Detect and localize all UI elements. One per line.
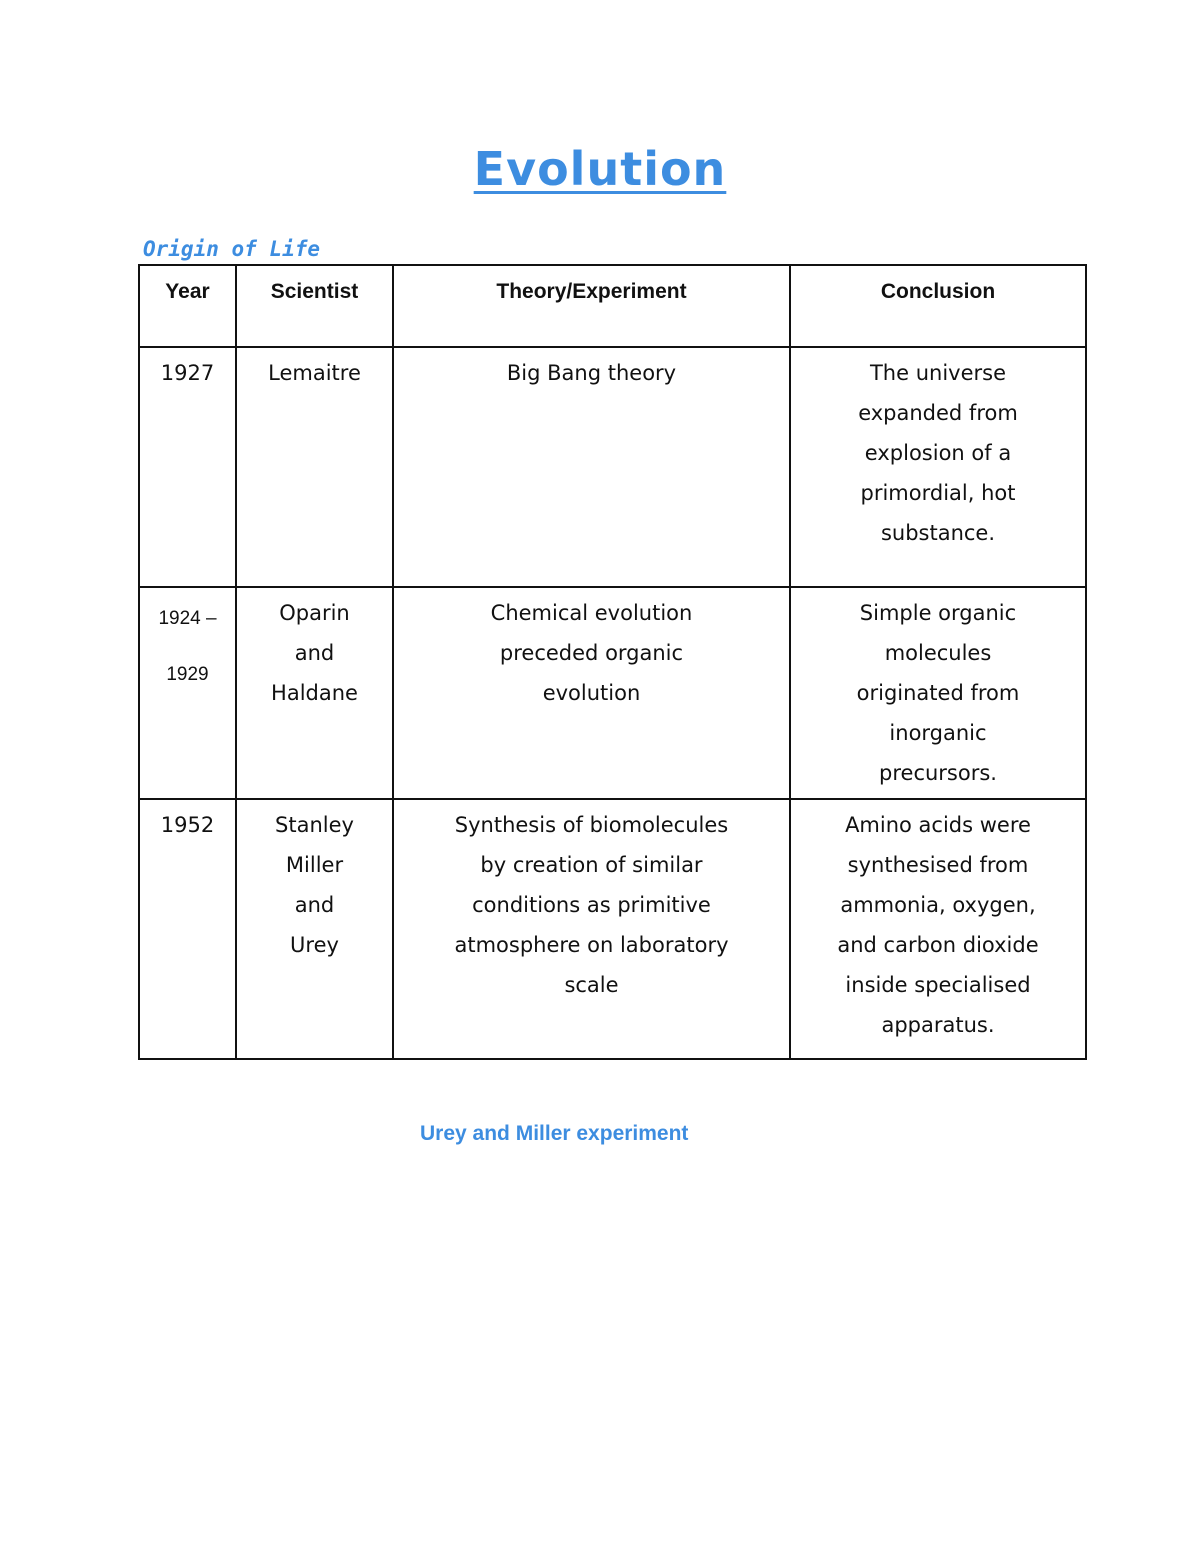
conclusion-cell <box>790 347 1086 587</box>
theory-text: Chemical evolution preceded organic evolution <box>490 601 693 705</box>
table-row <box>139 587 1086 799</box>
theory-cell <box>393 587 790 799</box>
scientist-text: Lemaitre <box>268 361 361 385</box>
conclusion-text: Amino acids were synthesised from ammonia, oxygen, and carbon dioxide inside specialised apparatus. <box>837 813 1039 1037</box>
experiment-caption: Urey and Miller experiment <box>420 1122 689 1145</box>
section-heading: Origin of Life <box>143 237 321 261</box>
conclusion-cell <box>790 799 1086 1059</box>
year-cell <box>139 799 236 1059</box>
origin-of-life-table <box>138 264 1087 1060</box>
year-text: 1952 <box>160 813 215 837</box>
header-scientist: Scientist <box>236 265 393 347</box>
header-theory: Theory/Experiment <box>393 265 790 347</box>
conclusion-cell <box>790 587 1086 799</box>
scientist-text: Stanley Miller and Urey <box>275 813 354 957</box>
scientist-cell <box>236 799 393 1059</box>
table-row <box>139 347 1086 587</box>
theory-text: Synthesis of biomolecules by creation of similar conditions as primitive atmosphere on laboratory scale <box>454 813 729 997</box>
header-year: Year <box>139 265 236 347</box>
header-conclusion: Conclusion <box>790 265 1086 347</box>
conclusion-text: Simple organic molecules originated from inorganic precursors. <box>856 601 1020 785</box>
year-text: 1927 <box>160 361 215 385</box>
theory-cell <box>393 347 790 587</box>
scientist-cell <box>236 587 393 799</box>
page-title: Evolution <box>473 142 727 196</box>
theory-text: Big Bang theory <box>506 361 677 385</box>
theory-cell <box>393 799 790 1059</box>
scientist-cell <box>236 347 393 587</box>
conclusion-text: The universe expanded from explosion of a primordial, hot substance. <box>858 361 1018 545</box>
year-text: 1924 – 1929 <box>158 608 217 685</box>
table-row <box>139 799 1086 1059</box>
table-header-row <box>139 265 1086 347</box>
scientist-text: Oparin and Haldane <box>271 601 358 705</box>
year-cell <box>139 347 236 587</box>
year-cell <box>139 587 236 799</box>
